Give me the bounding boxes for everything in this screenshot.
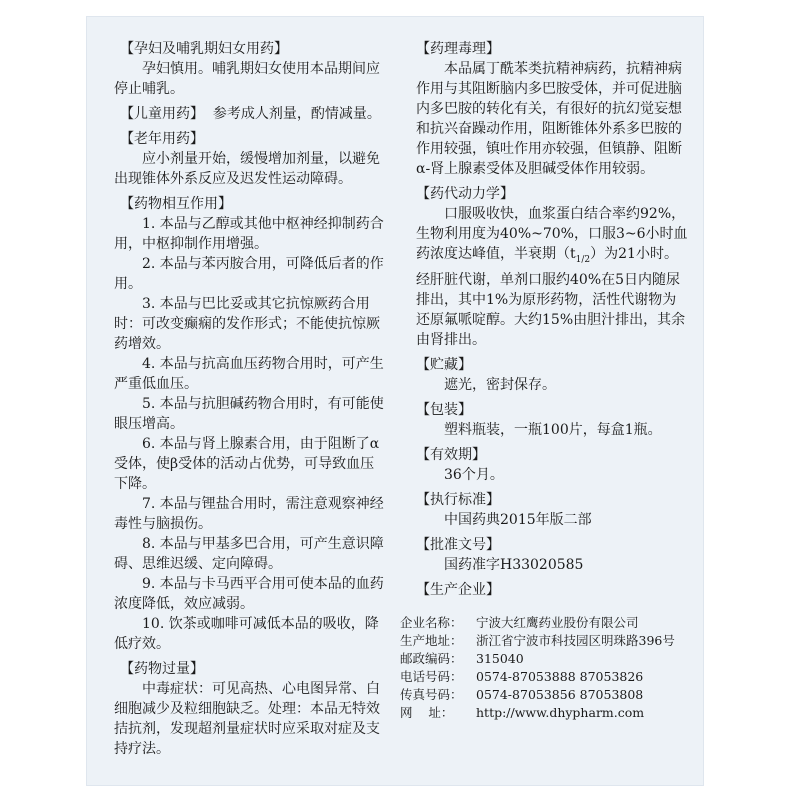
leaflet-page <box>86 16 704 786</box>
heading-standard: 【执行标准】 <box>416 491 500 508</box>
text-overdose: 中毒症状：可见高热、心电图异常、白细胞减少及粒细胞缺乏。处理：本品无特效拮抗剂，发现超剂量症状时应采取对症及支持疗法。 <box>114 681 380 757</box>
pk-text-b: ）为21小时。经肝脏代谢，单剂口服约40%在5日内随尿排出，其中1%为原形药物，活性代谢物为还原氟哌啶醇。大约15%由胆汁排出，其余由肾排出。 <box>416 246 686 348</box>
text-storage: 遮光，密封保存。 <box>444 376 556 393</box>
right-column <box>400 34 688 722</box>
text-validity: 36个月。 <box>444 466 504 483</box>
text-children: 参考成人剂量，酌情减量。 <box>212 106 381 122</box>
heading-storage: 【贮藏】 <box>416 356 472 373</box>
company-row <box>400 614 688 632</box>
text-approval: 国药准字H33020585 <box>444 556 584 573</box>
left-column <box>114 34 386 759</box>
interaction-item: 10. 饮茶或咖啡可减低本品的吸收，降低疗效。 <box>114 616 379 652</box>
text-package: 塑料瓶装，一瓶100片，每盒1瓶。 <box>444 421 662 438</box>
manufacturer-info <box>400 614 688 722</box>
company-label: 企业名称： <box>400 614 463 630</box>
interaction-item: 5. 本品与抗胆碱药物合用时，有可能使眼压增高。 <box>114 396 384 432</box>
heading-toxicology: 【药理毒理】 <box>416 41 500 57</box>
company-value: 宁波大红鹰药业股份有限公司 <box>476 614 639 630</box>
company-row <box>400 704 688 722</box>
company-row <box>400 632 688 650</box>
company-row <box>400 686 688 704</box>
heading-validity: 【有效期】 <box>416 446 486 463</box>
heading-interactions: 【药物相互作用】 <box>120 196 232 212</box>
interaction-item: 4. 本品与抗高血压药物合用时，可产生严重低血压。 <box>114 356 384 392</box>
company-value: 315040 <box>476 650 524 666</box>
text-standard: 中国药典2015年版二部 <box>444 511 592 528</box>
heading-children-label: 【儿童用药】 <box>120 106 204 122</box>
heading-pregnancy: 【孕妇及哺乳期妇女用药】 <box>120 41 288 57</box>
interaction-item: 9. 本品与卡马西平合用可使本品的血药浓度降低，效应减弱。 <box>114 576 384 612</box>
company-label: 传真号码： <box>400 686 463 702</box>
text-elderly: 应小剂量开始，缓慢增加剂量，以避免出现锥体外系反应及迟发性运动障碍。 <box>114 151 380 187</box>
text-toxicology: 本品属丁酰苯类抗精神病药，抗精神病作用与其阻断脑内多巴胺受体，并可促进脑内多巴胺的转化有关，有很好的抗幻觉妄想和抗兴奋躁动作用，阻断锥体外系多巴胺的作用较强，镇吐作用亦较强，但镇静、阻断α-肾上腺素受体及胆碱受体作用较弱。 <box>416 61 682 177</box>
heading-overdose: 【药物过量】 <box>120 661 204 677</box>
company-website: http://www.dhypharm.com <box>476 704 645 720</box>
interaction-item: 7. 本品与锂盐合用时，需注意观察神经毒性与脑损伤。 <box>114 496 384 532</box>
heading-approval: 【批准文号】 <box>416 536 500 553</box>
company-row <box>400 668 688 686</box>
company-label: 电话号码： <box>400 668 463 684</box>
half-life-subscript: 1/2 <box>575 254 591 265</box>
company-label: 生产地址： <box>400 632 463 648</box>
text-pharmacokinetics <box>416 204 688 350</box>
pk-text-a: 口服吸收快，血浆蛋白结合率约92%，生物利用度为40%~70%，口服3~6小时血药浓度达峰值，半衰期（t <box>416 206 688 262</box>
interaction-item: 8. 本品与甲基多巴合用，可产生意识障碍、思维迟缓、定向障碍。 <box>114 536 384 572</box>
interaction-item: 6. 本品与肾上腺素合用，由于阻断了α受体，使β受体的活动占优势，可导致血压下降。 <box>114 436 380 492</box>
company-row <box>400 650 688 668</box>
company-value: 0574-87053888 87053826 <box>476 668 644 684</box>
heading-package: 【包装】 <box>416 401 472 418</box>
interaction-item: 2. 本品与苯丙胺合用，可降低后者的作用。 <box>114 256 384 292</box>
company-label: 邮政编码： <box>400 650 463 666</box>
heading-pharmacokinetics: 【药代动力学】 <box>416 186 514 202</box>
text-pregnancy: 孕妇慎用。哺乳期妇女使用本品期间应停止哺乳。 <box>114 61 380 97</box>
company-label: 网 址： <box>400 704 454 720</box>
heading-manufacturer: 【生产企业】 <box>416 581 500 598</box>
heading-children <box>114 104 386 124</box>
company-value: 浙江省宁波市科技园区明珠路396号 <box>476 632 675 648</box>
heading-elderly: 【老年用药】 <box>120 131 204 147</box>
interaction-item: 1. 本品与乙醇或其他中枢神经抑制药合用，中枢抑制作用增强。 <box>114 216 384 252</box>
interaction-item: 3. 本品与巴比妥或其它抗惊厥药合用时：可改变癫痫的发作形式；不能使抗惊厥药增效。 <box>114 296 380 352</box>
company-value: 0574-87053856 87053808 <box>476 686 644 702</box>
